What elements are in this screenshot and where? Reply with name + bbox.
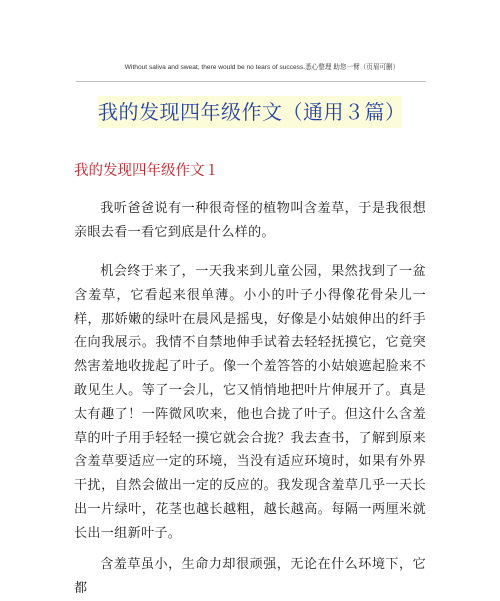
header-divider xyxy=(76,81,426,82)
document-title: 我的发现四年级作文（通用３篇） xyxy=(98,96,402,128)
section-heading: 我的发现四年级作文１ xyxy=(74,163,219,179)
page-header-text: Without saliva and sweat, there would be no tears of success.悉心整理 助您一臂（页眉可删） xyxy=(124,64,400,71)
paragraph-3: 含羞草虽小，生命力却很顽强，无论在什么环境下，它都 xyxy=(74,557,426,596)
paragraph-2: 机会终于来了，一天我来到儿童公园，果然找到了一盆含羞草，它看起来很单薄。小小的叶子小得像花骨朵儿一样，那娇嫩的绿叶在晨风是摇曳，好像是小姑娘伸出的纤手在向我展示。我情不自禁地伸手试着去轻轻抚摸它，它竟突然害羞地收拢起了叶子。像一个羞答答的小姑娘遮起脸来不敢见生人。等了一会儿，它又悄悄地把叶片伸展开了。真是太有趣了！一阵微风吹来，他也合拢了叶子。但这什么含羞草的叶子用手轻轻一摸它就会合拢？我去查书，了解到原来含羞草要适应一定的环境，当没有适应环境时，如果有外界干扰，自然会做出一定的反应的。我发现含羞草几乎一天长出一片绿叶，花茎也越长越粗，越长越高。每隔一两厘米就长出一组新叶子。 xyxy=(74,264,426,541)
paragraph-1: 我听爸爸说有一种很奇怪的植物叫含羞草，于是我很想亲眼去看一看它到底是什么样的。 xyxy=(74,201,426,240)
